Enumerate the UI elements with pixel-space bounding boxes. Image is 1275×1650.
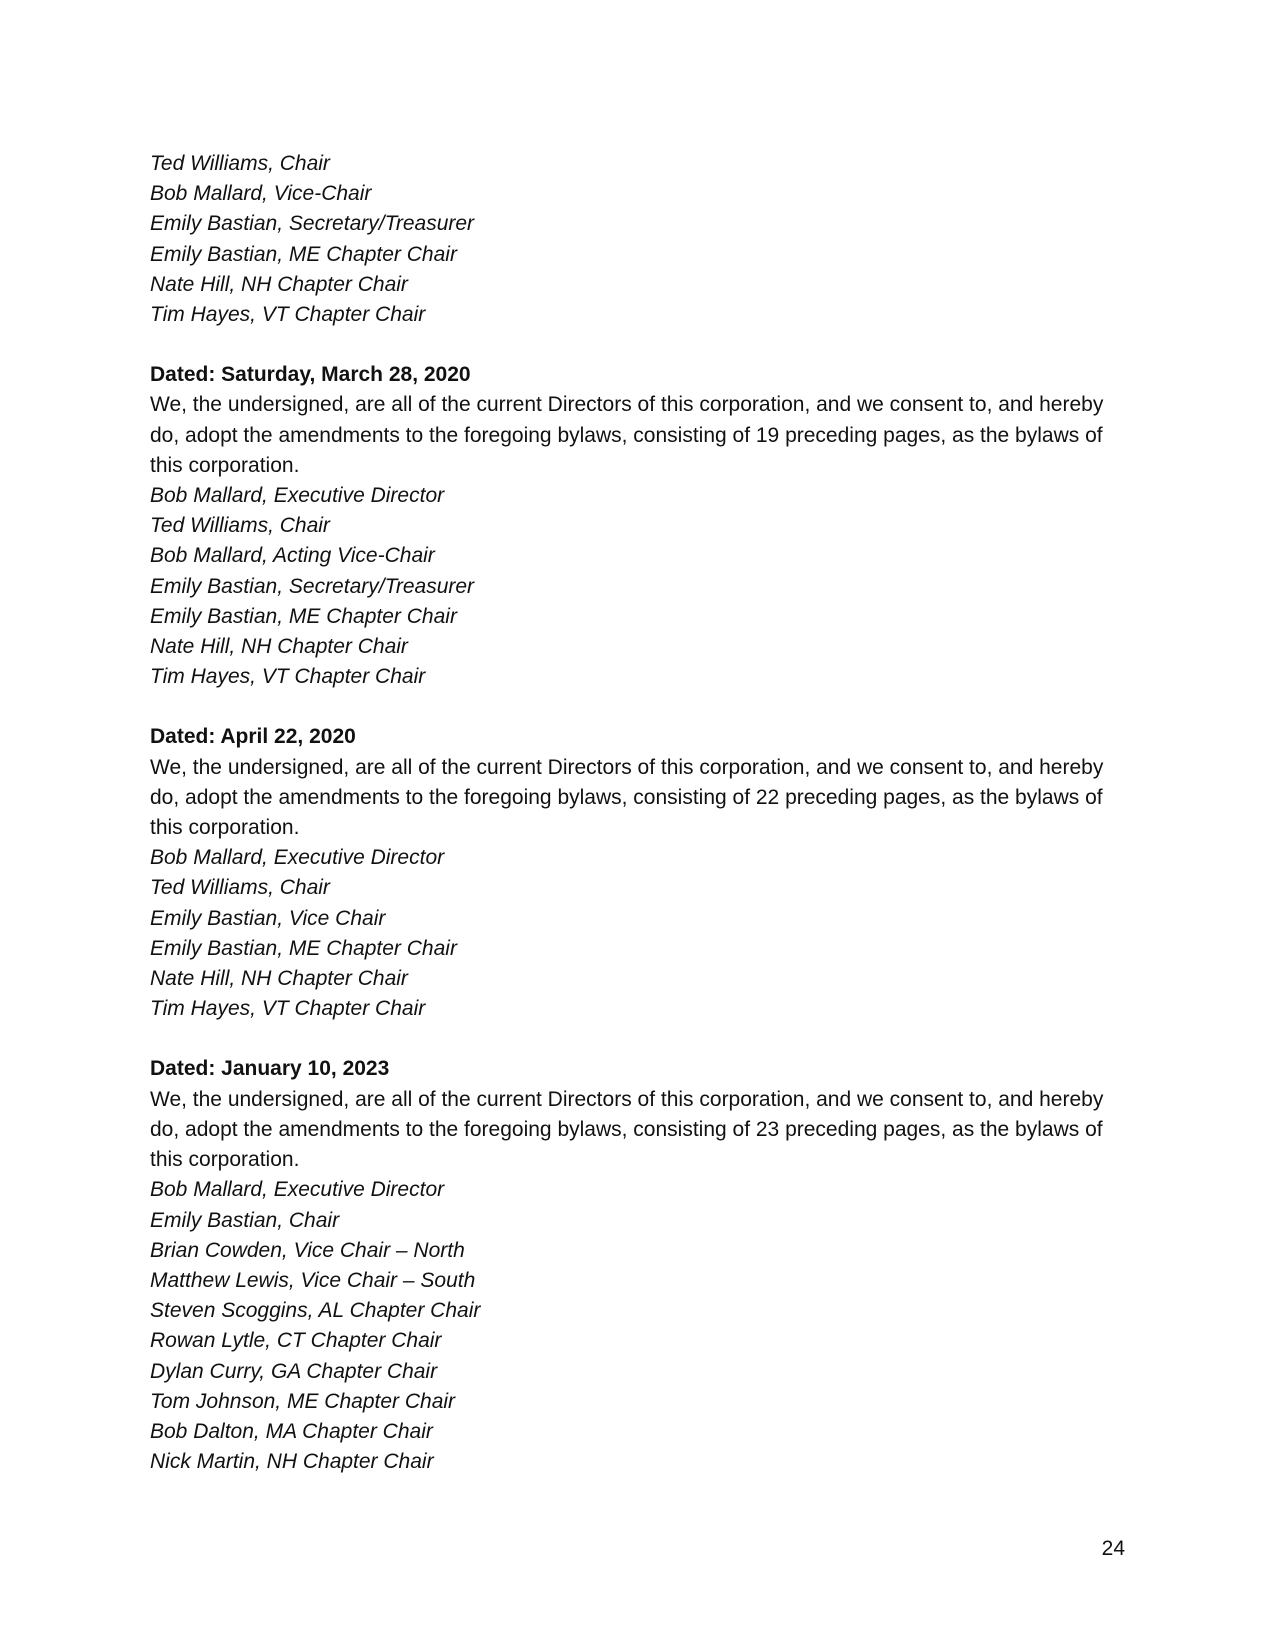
signature-line: Tim Hayes, VT Chapter Chair <box>150 997 426 1021</box>
section-spacer <box>150 1024 1125 1054</box>
page-content <box>150 149 1125 1477</box>
signature-line: Ted Williams, Chair <box>150 152 330 175</box>
signature-line: Tim Hayes, VT Chapter Chair <box>150 303 426 327</box>
signature-line: Emily Bastian, Chair <box>150 1208 340 1232</box>
signature-line: Emily Bastian, Secretary/Treasurer <box>150 574 475 598</box>
signature-line: Tim Hayes, VT Chapter Chair <box>150 665 426 689</box>
signature-line: Emily Bastian, Vice Chair <box>150 906 386 930</box>
signature-line: Bob Mallard, Executive Director <box>150 484 445 508</box>
signature-line: Tom Johnson, ME Chapter Chair <box>150 1389 456 1413</box>
page-number: 24 <box>1101 1537 1125 1560</box>
amendment-section-march-2020 <box>150 360 1125 692</box>
section-spacer <box>150 330 1125 360</box>
signature-line: Bob Mallard, Vice-Chair <box>150 182 372 206</box>
consent-paragraph: We, the undersigned, are all of the current Directors of this corporation, and we consent to, and hereby do, adopt the amendments to the foregoing bylaws, consisting of 19 preceding pages, as the bylaws of this corporation. <box>150 393 1104 477</box>
signature-line: Bob Mallard, Acting Vice-Chair <box>150 544 435 568</box>
signature-line: Bob Mallard, Executive Director <box>150 1178 445 1202</box>
consent-paragraph: We, the undersigned, are all of the current Directors of this corporation, and we consent to, and hereby do, adopt the amendments to the foregoing bylaws, consisting of 22 preceding pages, as the bylaws of this corporation. <box>150 755 1104 840</box>
amendment-section-april-2020 <box>150 722 1125 1024</box>
dated-heading: Dated: January 10, 2023 <box>150 1057 390 1081</box>
dated-heading: Dated: April 22, 2020 <box>150 725 356 749</box>
signature-line: Nate Hill, NH Chapter Chair <box>150 272 408 296</box>
signature-line: Brian Cowden, Vice Chair – North <box>150 1238 465 1262</box>
section-spacer <box>150 692 1125 722</box>
signature-line: Bob Dalton, MA Chapter Chair <box>150 1419 433 1443</box>
signature-line: Emily Bastian, Secretary/Treasurer <box>150 212 475 236</box>
signature-line: Dylan Curry, GA Chapter Chair <box>150 1359 438 1383</box>
signature-line: Matthew Lewis, Vice Chair – South <box>150 1268 476 1292</box>
signature-line: Rowan Lytle, CT Chapter Chair <box>150 1329 442 1353</box>
signature-line: Ted Williams, Chair <box>150 876 330 900</box>
signature-line: Nate Hill, NH Chapter Chair <box>150 635 408 659</box>
amendment-section-january-2023 <box>150 1054 1125 1477</box>
dated-heading: Dated: Saturday, March 28, 2020 <box>150 363 471 387</box>
signature-line: Steven Scoggins, AL Chapter Chair <box>150 1299 481 1323</box>
signature-line: Ted Williams, Chair <box>150 514 330 538</box>
signature-line: Bob Mallard, Executive Director <box>150 846 445 870</box>
consent-paragraph: We, the undersigned, are all of the current Directors of this corporation, and we consent to, and hereby do, adopt the amendments to the foregoing bylaws, consisting of 23 preceding pages, as the bylaws of this corporation. <box>150 1087 1104 1172</box>
signature-line: Emily Bastian, ME Chapter Chair <box>150 242 457 266</box>
signature-line: Nick Martin, NH Chapter Chair <box>150 1450 434 1474</box>
signature-line: Emily Bastian, ME Chapter Chair <box>150 936 457 960</box>
top-signature-list <box>150 149 1125 330</box>
signature-line: Nate Hill, NH Chapter Chair <box>150 967 408 991</box>
signature-line: Emily Bastian, ME Chapter Chair <box>150 604 457 628</box>
